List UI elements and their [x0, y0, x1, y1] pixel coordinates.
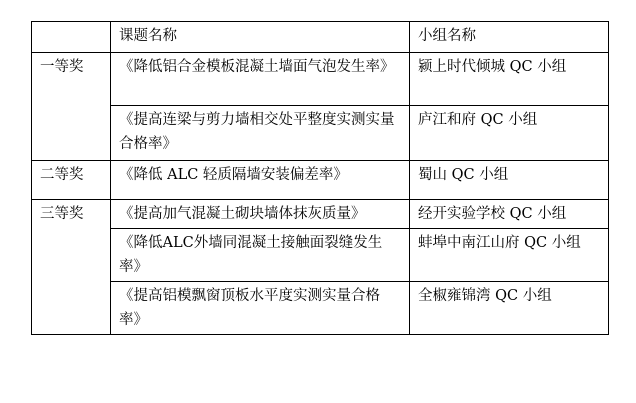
award-first-prize: 一等奖 [32, 53, 111, 161]
table-row [32, 161, 609, 200]
table-row [32, 200, 609, 229]
award-table [31, 21, 609, 335]
header-group: 小组名称 [410, 22, 609, 53]
group-cell: 蜀山 QC 小组 [410, 161, 609, 200]
topic-cell: 《降低 ALC 轻质隔墙安装偏差率》 [111, 161, 410, 200]
topic-cell: 《提高加气混凝土砌块墙体抹灰质量》 [111, 200, 410, 229]
header-award [32, 22, 111, 53]
award-second-prize: 二等奖 [32, 161, 111, 200]
group-cell: 全椒雍锦湾 QC 小组 [410, 282, 609, 335]
group-cell: 庐江和府 QC 小组 [410, 106, 609, 161]
table-row [32, 106, 609, 161]
table-row [32, 229, 609, 282]
header-topic: 课题名称 [111, 22, 410, 53]
table-row [32, 282, 609, 335]
topic-cell: 《提高连梁与剪力墙相交处平整度实测实量合格率》 [111, 106, 410, 161]
award-third-prize: 三等奖 [32, 200, 111, 335]
topic-cell: 《降低ALC外墙同混凝土接触面裂缝发生率》 [111, 229, 410, 282]
table-row [32, 53, 609, 106]
group-cell: 颍上时代倾城 QC 小组 [410, 53, 609, 106]
topic-cell: 《提高铝模飘窗顶板水平度实测实量合格率》 [111, 282, 410, 335]
group-cell: 蚌埠中南江山府 QC 小组 [410, 229, 609, 282]
header-row [32, 22, 609, 53]
group-cell: 经开实验学校 QC 小组 [410, 200, 609, 229]
topic-cell: 《降低铝合金模板混凝土墙面气泡发生率》 [111, 53, 410, 106]
